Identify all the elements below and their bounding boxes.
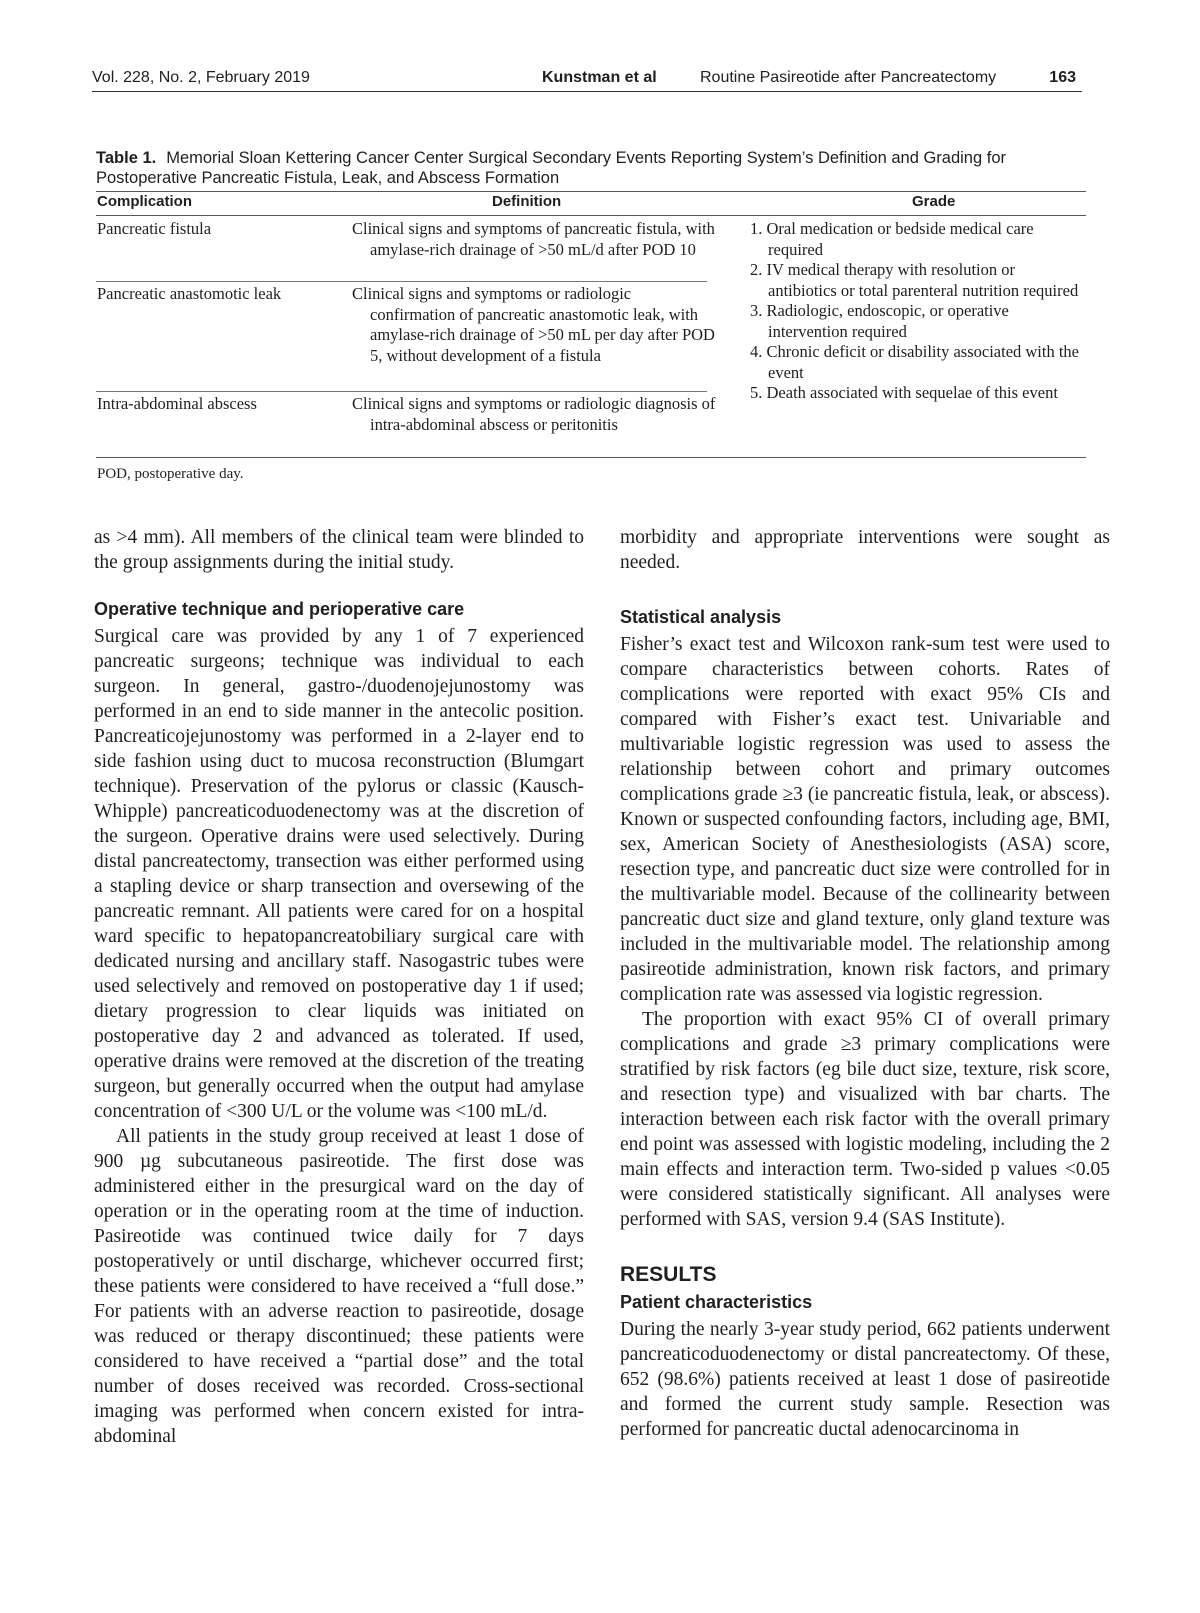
- header-rule: [92, 91, 1082, 92]
- table-cell-complication: Pancreatic fistula: [97, 219, 212, 238]
- left-column: [94, 525, 584, 1449]
- paragraph: During the nearly 3-year study period, 662 patients underwent pancreaticoduodenectomy or distal pancreatectomy. Of these, 652 (98.6%) patients received at least 1 dose of pasireotide and formed the current study sample. Resection was performed for pancreatic ductal adenocarcinoma in: [620, 1319, 1110, 1440]
- table-cell-complication: Pancreatic anastomotic leak: [97, 284, 282, 303]
- grade-list: [750, 219, 1082, 404]
- table-rule-header: [96, 215, 1086, 216]
- table-header-grade: Grade: [912, 193, 956, 210]
- grade-item: 1. Oral medication or bedside medical care required: [750, 219, 1034, 259]
- running-authors: Kunstman et al: [542, 69, 657, 86]
- table-label: Table 1.: [96, 149, 157, 167]
- table-row-divider: [96, 281, 350, 282]
- table-row-divider: [96, 391, 707, 392]
- journal-volume: Vol. 228, No. 2, February 2019: [92, 69, 310, 86]
- paragraph: All patients in the study group received at least 1 dose of 900 µg subcutaneous pasireotide. The first dose was administered either in the presurgical ward on the day of operation or in the operating room at the time of induction. Pasireotide was continued twice daily for 7 days postoperatively or until discharge, whichever occurred first; these patients were considered to have received a “full dose.” For patients with an adverse reaction to pasireotide, dosage was reduced or therapy discontinued; these patients were considered to have received a “partial dose” and the total number of doses received was recorded. Cross-sectional imaging was performed when concern existed for intra-abdominal: [94, 1126, 584, 1447]
- table-cell-definition: Clinical signs and symptoms of pancreatic fistula, with amylase-rich drainage of >50 mL/d after POD 10: [352, 219, 715, 259]
- table-header-definition: Definition: [492, 193, 562, 210]
- section-heading: Operative technique and perioperative care: [94, 599, 465, 619]
- grade-item: 5. Death associated with sequelae of this event: [750, 383, 1058, 402]
- grade-item: 3. Radiologic, endoscopic, or operative intervention required: [750, 301, 1009, 341]
- paragraph: Fisher’s exact test and Wilcoxon rank-sum test were used to compare characteristics between cohorts. Rates of complications were reported with exact 95% CIs and compared with Fisher’s exact test. Univariable and multivariable logistic regression was used to assess the relationship between cohort and primary outcomes complications grade ≥3 (ie pancreatic fistula, leak, or abscess). Known or suspected confounding factors, including age, BMI, sex, American Society of Anesthesiologists (ASA) score, resection type, and pancreatic duct size were controlled for in the multivariable model. Because of the collinearity between pancreatic duct size and gland texture, only gland texture was included in the multivariable model. The relationship among pasireotide administration, known risk factors, and primary complication rate was assessed via logistic regression.: [620, 634, 1110, 1005]
- table-row-divider: [350, 281, 707, 282]
- table-cell-definition: Clinical signs and symptoms or radiologic diagnosis of intra-abdominal abscess or peritonitis: [352, 394, 716, 434]
- running-title: Routine Pasireotide after Pancreatectomy: [700, 69, 997, 86]
- table-rule-top: [96, 191, 1086, 192]
- page-number: 163: [1049, 69, 1076, 86]
- table-footnote: POD, postoperative day.: [97, 466, 244, 482]
- paragraph: The proportion with exact 95% CI of overall primary complications and grade ≥3 primary complications were stratified by risk factors (eg bile duct size, texture, risk score, and resection type) and visualized with bar charts. The interaction between each risk factor with the overall primary end point was assessed with logistic modeling, including the 2 main effects and interaction term. Two-sided p values <0.05 were considered statistically significant. All analyses were performed with SAS, version 9.4 (SAS Institute).: [620, 1009, 1110, 1230]
- paragraph: as >4 mm). All members of the clinical team were blinded to the group assignments during the initial study.: [94, 527, 584, 573]
- running-header: [92, 66, 1082, 92]
- section-heading: Statistical analysis: [620, 607, 782, 627]
- table-caption: [96, 148, 1086, 188]
- paragraph: morbidity and appropriate interventions were sought as needed.: [620, 527, 1110, 573]
- grade-item: 4. Chronic deficit or disability associated with the event: [750, 342, 1080, 382]
- table-cell-complication: Intra-abdominal abscess: [97, 394, 257, 413]
- table-cell-definition: Clinical signs and symptoms or radiologic confirmation of pancreatic anastomotic leak, with amylase-rich drainage of >50 mL per day after POD 5, without development of a fistula: [352, 284, 715, 365]
- table-caption-text: Memorial Sloan Kettering Cancer Center Surgical Secondary Events Reporting System’s Definition and Grading for Postoperative Pancreatic Fistula, Leak, and Abscess Formation: [96, 149, 1006, 187]
- table-header-complication: Complication: [97, 193, 193, 210]
- paragraph: Surgical care was provided by any 1 of 7 experienced pancreatic surgeons; technique was individual to each surgeon. In general, gastro-/duodenojejunostomy was performed in an end to side manner in the antecolic position. Pancreaticojejunostomy was performed in a 2-layer end to side fashion using duct to mucosa reconstruction (Blumgart technique). Preservation of the pylorus or classic (Kausch-Whipple) pancreaticoduodenectomy was at the discretion of the surgeon. Operative drains were used selectively. During distal pancreatectomy, transection was either performed using a stapling device or sharp transection and oversewing of the pancreatic remnant. All patients were cared for on a hospital ward specific to hepatopancreatobiliary surgical care with dedicated nursing and ancillary staff. Nasogastric tubes were used selectively and removed on postoperative day 1 if used; dietary progression to clear liquids was initiated on postoperative day 2 and advanced as tolerated. If used, operative drains were removed at the discretion of the treating surgeon, but generally occurred when the output had amylase concentration of <300 U/L or the volume was <100 mL/d.: [94, 626, 584, 1122]
- section-heading: Patient characteristics: [620, 1292, 813, 1312]
- table-rule-bottom: [96, 457, 1086, 458]
- right-column: [620, 525, 1110, 1442]
- grade-item: 2. IV medical therapy with resolution or antibiotics or total parenteral nutrition required: [750, 260, 1079, 300]
- section-heading-major: RESULTS: [620, 1263, 717, 1286]
